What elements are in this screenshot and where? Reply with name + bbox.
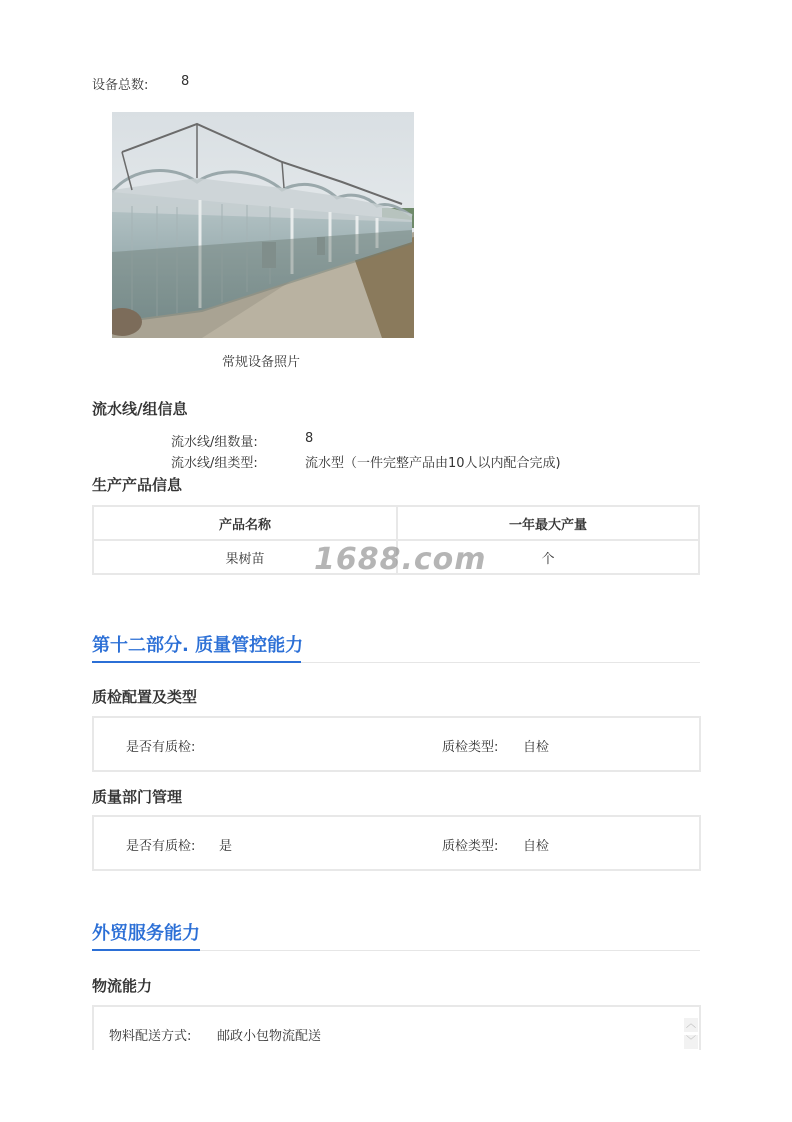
max-output-cell: 个 — [397, 540, 699, 574]
dept-has-qc-value: 是 — [219, 839, 233, 854]
photo-caption: 常规设备照片 — [222, 355, 301, 370]
delivery-method-value: 邮政小包物流配送 — [217, 1029, 322, 1044]
dept-qc-type-label: 质检类型: — [442, 839, 499, 854]
pipeline-count-value: 8 — [305, 431, 314, 446]
pipeline-type-value: 流水型（一件完整产品由10人以内配合完成) — [305, 456, 561, 471]
watermark-logo: 1688.com — [314, 542, 487, 577]
scroll-down-icon[interactable]: ﹀ — [686, 1036, 696, 1047]
equipment-photo — [112, 112, 414, 338]
section-title-underline — [92, 661, 301, 663]
section-title-trade: 外贸服务能力 — [92, 923, 200, 944]
equipment-total-label: 设备总数: — [92, 78, 149, 93]
logistics-heading: 物流能力 — [92, 977, 153, 995]
qc-type-value: 自检 — [523, 740, 550, 755]
section-title-underline — [92, 949, 200, 951]
pipeline-count-label: 流水线/组数量: — [171, 435, 258, 450]
dept-has-qc-label: 是否有质检: — [126, 839, 196, 854]
section-title-quality: 第十二部分. 质量管控能力 — [92, 635, 304, 656]
qc-type-label: 质检类型: — [442, 740, 499, 755]
delivery-method-label: 物料配送方式: — [109, 1029, 192, 1044]
products-heading: 生产产品信息 — [92, 476, 183, 494]
column-header-product-name: 产品名称 — [93, 506, 397, 540]
product-name-cell: 果树苗 — [93, 540, 397, 574]
has-qc-label: 是否有质检: — [126, 740, 196, 755]
pipeline-type-label: 流水线/组类型: — [171, 456, 258, 471]
dept-management-heading: 质量部门管理 — [92, 788, 183, 806]
pipeline-heading: 流水线/组信息 — [92, 400, 188, 418]
column-header-max-output: 一年最大产量 — [397, 506, 699, 540]
inspection-config-heading: 质检配置及类型 — [92, 688, 198, 706]
dept-qc-type-value: 自检 — [523, 839, 550, 854]
scroll-up-icon[interactable]: ︿ — [686, 1019, 696, 1030]
table-header-row — [93, 506, 699, 540]
equipment-total-value: 8 — [181, 74, 190, 89]
